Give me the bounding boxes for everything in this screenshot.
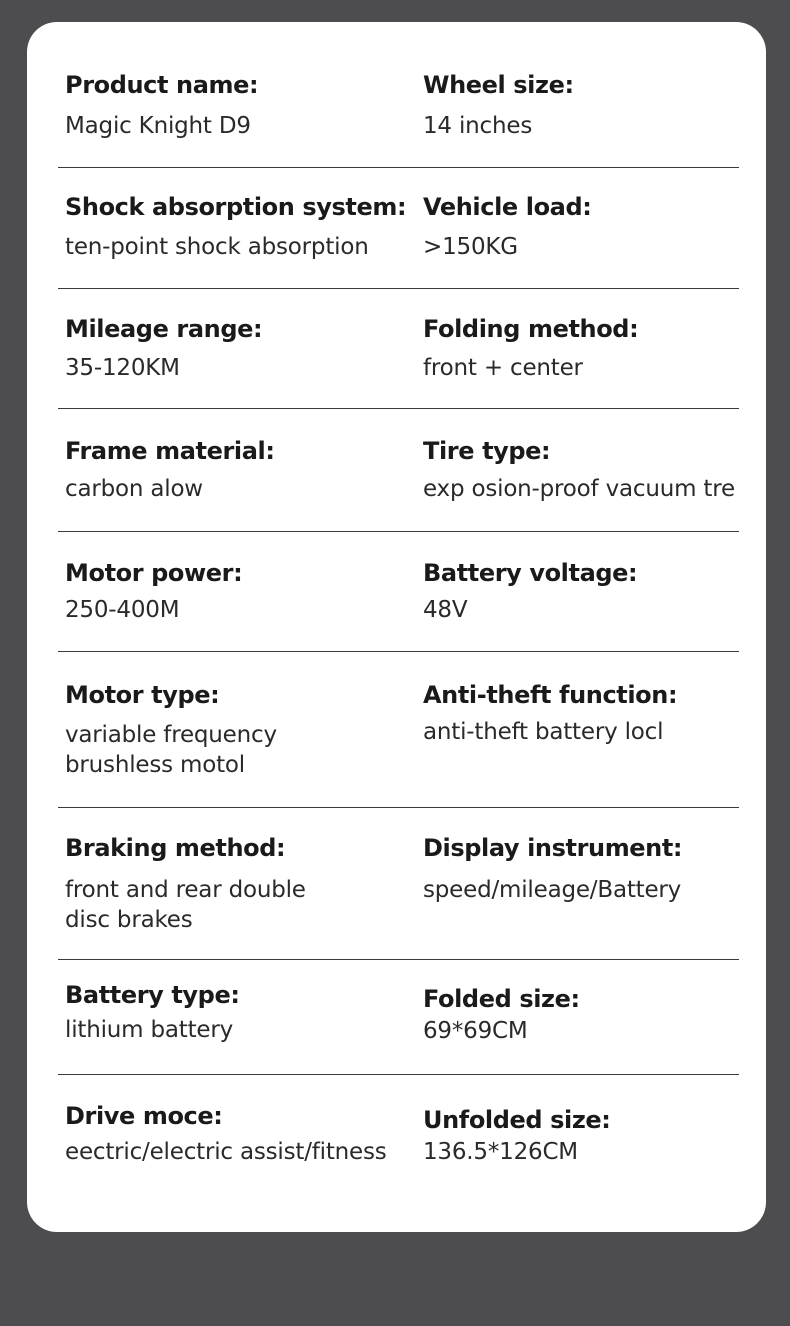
spec-value-shock-absorption: ten-point shock absorption [65,234,369,260]
spec-value-folding-method: front + center [423,355,583,381]
row-divider [58,807,739,808]
spec-label-wheel-size: Wheel size: [423,71,574,99]
spec-value-motor-type: variable frequency brushless motol [65,722,277,778]
spec-label-anti-theft: Anti-theft function: [423,681,678,709]
spec-value-motor-power: 250-400M [65,597,180,623]
spec-value-folded-size: 69*69CM [423,1018,528,1044]
spec-value-battery-type: lithium battery [65,1017,234,1043]
spec-label-motor-type: Motor type: [65,681,220,709]
spec-label-folded-size: Folded size: [423,985,580,1013]
row-divider [58,288,739,289]
spec-value-drive-mode: eectric/electric assist/fitness [65,1139,387,1165]
spec-value-anti-theft: anti-theft battery locl [423,719,664,745]
spec-card [27,22,766,1232]
spec-value-braking-method: front and rear double disc brakes [65,877,306,933]
spec-label-vehicle-load: Vehicle load: [423,193,592,221]
spec-value-frame-material: carbon alow [65,476,203,502]
row-divider [58,531,739,532]
row-divider [58,651,739,652]
spec-label-mileage-range: Mileage range: [65,315,263,343]
spec-label-frame-material: Frame material: [65,437,275,465]
row-divider [58,1074,739,1075]
spec-value-battery-voltage: 48V [423,597,468,623]
spec-value-product-name: Magic Knight D9 [65,113,251,139]
spec-label-display-instrument: Display instrument: [423,834,683,862]
spec-value-vehicle-load: >150KG [423,234,518,260]
spec-label-braking-method: Braking method: [65,834,286,862]
spec-value-wheel-size: 14 inches [423,113,533,139]
spec-label-folding-method: Folding method: [423,315,639,343]
spec-label-product-name: Product name: [65,71,259,99]
row-divider [58,959,739,960]
spec-label-shock-absorption: Shock absorption system: [65,193,407,221]
spec-value-display-instrument: speed/mileage/Battery [423,877,682,903]
spec-label-drive-mode: Drive moce: [65,1102,223,1130]
spec-label-motor-power: Motor power: [65,559,243,587]
spec-value-mileage-range: 35-120KM [65,355,180,381]
row-divider [58,408,739,409]
spec-label-battery-voltage: Battery voltage: [423,559,638,587]
spec-label-tire-type: Tire type: [423,437,551,465]
spec-value-unfolded-size: 136.5*126CM [423,1139,578,1165]
spec-label-battery-type: Battery type: [65,981,240,1009]
spec-value-tire-type: exp osion-proof vacuum tre [423,476,735,502]
spec-label-unfolded-size: Unfolded size: [423,1106,611,1134]
row-divider [58,167,739,168]
